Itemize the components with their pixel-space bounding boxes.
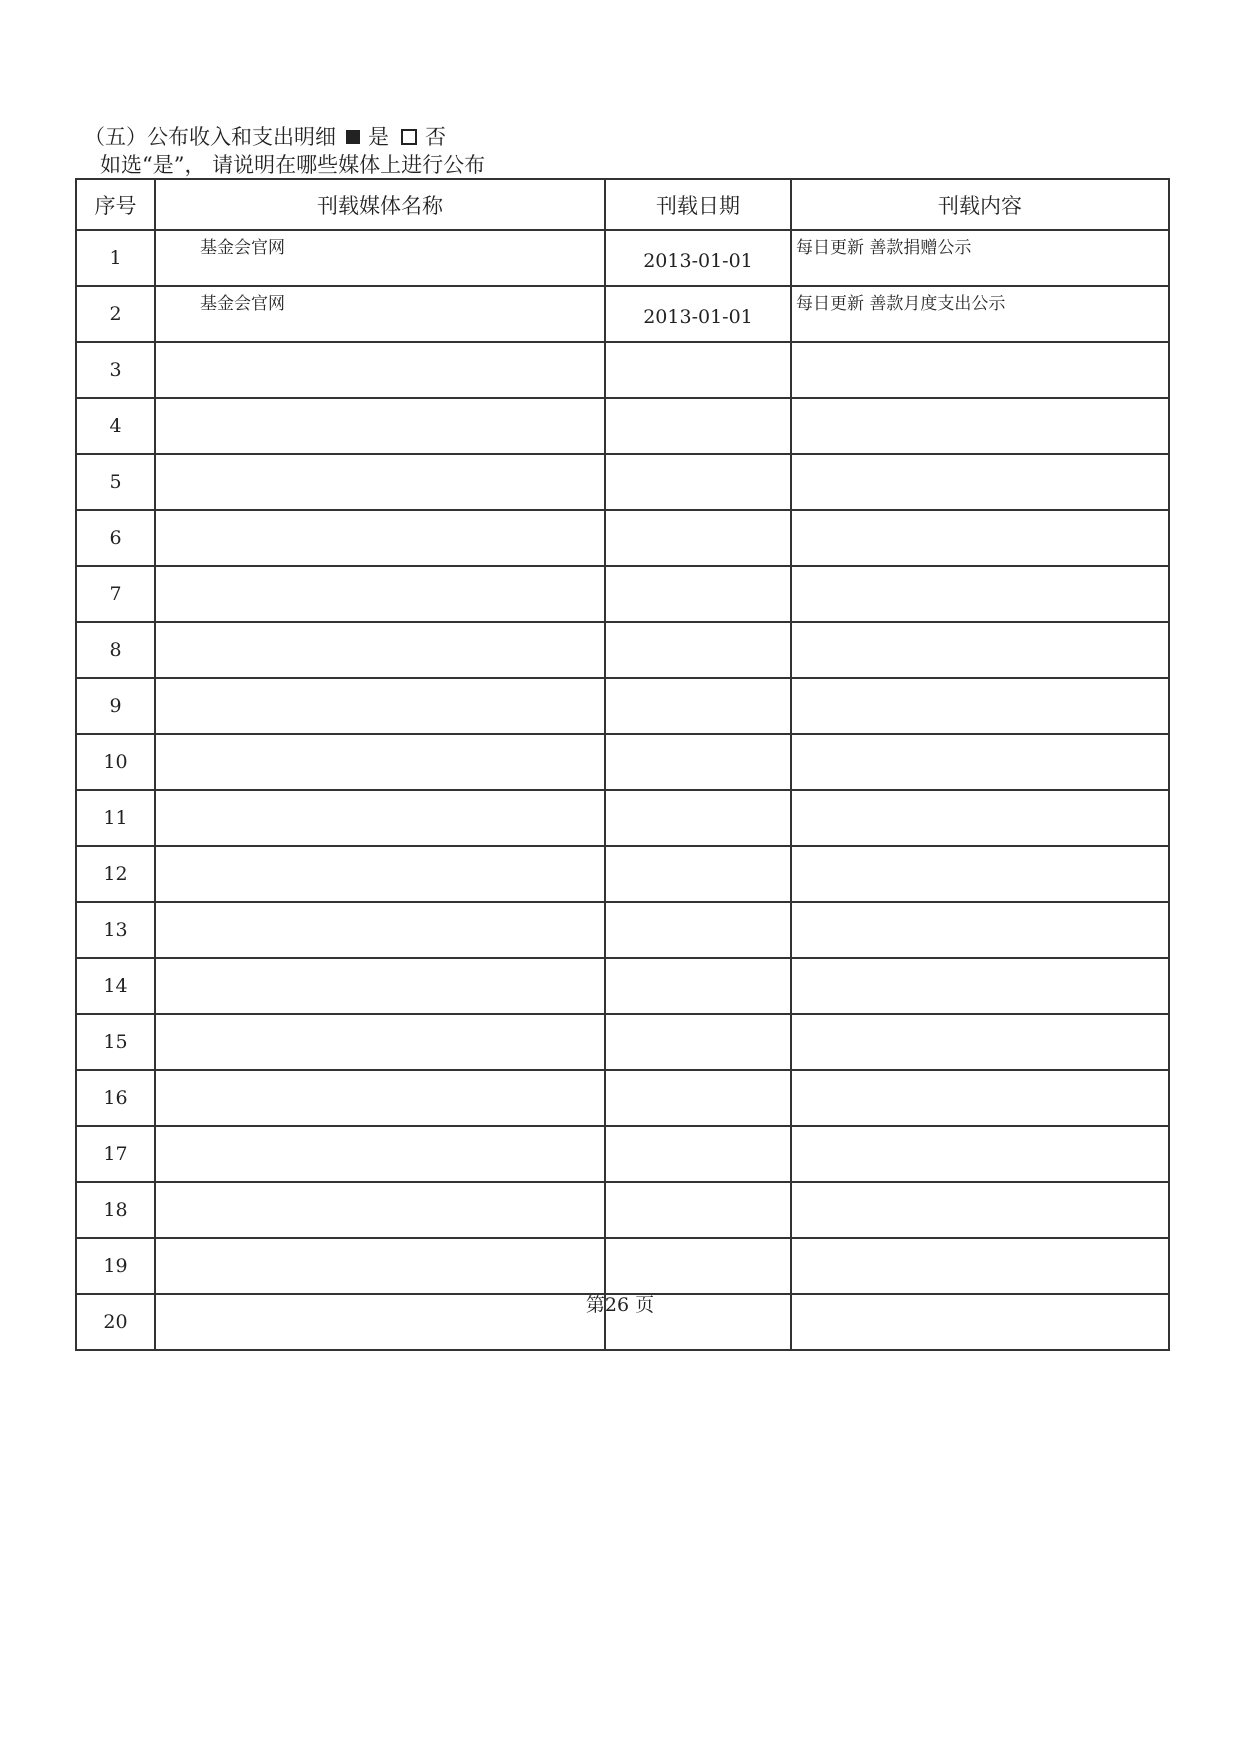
media-name-cell (155, 510, 605, 566)
publish-content-cell (791, 678, 1169, 734)
publish-date-cell (605, 566, 791, 622)
section-title: （五）公布收入和支出明细 (84, 125, 336, 149)
publish-date-cell (605, 1014, 791, 1070)
publish-date-cell (605, 622, 791, 678)
publish-content-cell (791, 622, 1169, 678)
publish-date-cell (605, 790, 791, 846)
row-index-cell: 3 (76, 342, 155, 398)
table-row (76, 1126, 1169, 1182)
publish-content-cell (791, 1014, 1169, 1070)
media-name-cell (155, 734, 605, 790)
media-name-cell (155, 1126, 605, 1182)
publish-date-cell (605, 1238, 791, 1294)
media-name-cell (155, 846, 605, 902)
page-number: 第26 页 (585, 1294, 655, 1316)
table-row (76, 678, 1169, 734)
header-media-name: 刊载媒体名称 (155, 179, 605, 230)
header-index: 序号 (76, 179, 155, 230)
publish-date-cell (605, 734, 791, 790)
table-row (76, 958, 1169, 1014)
table-row (76, 1238, 1169, 1294)
table-row (76, 566, 1169, 622)
row-index-cell: 14 (76, 958, 155, 1014)
row-index-cell: 6 (76, 510, 155, 566)
media-name-cell (155, 566, 605, 622)
row-index-cell: 4 (76, 398, 155, 454)
publish-date-cell (605, 678, 791, 734)
media-name-cell (155, 622, 605, 678)
row-index-cell: 19 (76, 1238, 155, 1294)
row-index-cell: 1 (76, 230, 155, 286)
table-row (76, 1014, 1169, 1070)
publish-date-cell (605, 510, 791, 566)
table-row (76, 1182, 1169, 1238)
publish-date-cell (605, 1182, 791, 1238)
row-index-cell: 20 (76, 1294, 155, 1350)
table-row (76, 230, 1169, 286)
row-index-cell: 15 (76, 1014, 155, 1070)
row-index-cell: 13 (76, 902, 155, 958)
publish-content-cell: 每日更新 善款捐赠公示 (791, 230, 1169, 286)
row-index-cell: 9 (76, 678, 155, 734)
media-name-cell (155, 1182, 605, 1238)
section-heading (84, 124, 446, 150)
table-row (76, 790, 1169, 846)
table-row (76, 510, 1169, 566)
instruction-text: 如选“是”， 请说明在哪些媒体上进行公布 (100, 153, 486, 177)
header-publish-content: 刊载内容 (791, 179, 1169, 230)
table-row (76, 1070, 1169, 1126)
table-row (76, 734, 1169, 790)
publish-content-cell (791, 1126, 1169, 1182)
publish-content-cell (791, 734, 1169, 790)
row-index-cell: 12 (76, 846, 155, 902)
row-index-cell: 2 (76, 286, 155, 342)
publish-date-cell (605, 1070, 791, 1126)
publish-date-cell (605, 454, 791, 510)
media-publication-table (75, 178, 1170, 1351)
yes-option-label: 是 (368, 125, 389, 149)
table-row (76, 902, 1169, 958)
publish-date-cell (605, 846, 791, 902)
publish-content-cell (791, 342, 1169, 398)
table-row (76, 846, 1169, 902)
row-index-cell: 10 (76, 734, 155, 790)
media-name-cell: 基金会官网 (155, 286, 605, 342)
media-name-cell (155, 1238, 605, 1294)
media-name-cell (155, 902, 605, 958)
no-checkbox-unchecked[interactable] (401, 129, 417, 145)
publish-content-cell (791, 902, 1169, 958)
row-index-cell: 11 (76, 790, 155, 846)
publish-date-cell (605, 342, 791, 398)
media-name-cell (155, 398, 605, 454)
table-row (76, 398, 1169, 454)
yes-checkbox-checked[interactable] (346, 130, 360, 144)
no-option-label: 否 (425, 125, 446, 149)
header-publish-date: 刊载日期 (605, 179, 791, 230)
row-index-cell: 17 (76, 1126, 155, 1182)
media-name-cell (155, 342, 605, 398)
table-row (76, 622, 1169, 678)
media-name-cell: 基金会官网 (155, 230, 605, 286)
media-name-cell (155, 454, 605, 510)
row-index-cell: 7 (76, 566, 155, 622)
row-index-cell: 16 (76, 1070, 155, 1126)
table-body (76, 230, 1169, 1350)
publish-content-cell (791, 454, 1169, 510)
publish-date-cell: 2013-01-01 (605, 230, 791, 286)
publish-date-cell (605, 958, 791, 1014)
publish-content-cell (791, 1238, 1169, 1294)
table-row (76, 342, 1169, 398)
media-name-cell (155, 958, 605, 1014)
publish-date-cell: 2013-01-01 (605, 286, 791, 342)
media-name-cell (155, 790, 605, 846)
table-header-row (76, 179, 1169, 230)
publish-content-cell (791, 846, 1169, 902)
publish-content-cell (791, 1182, 1169, 1238)
publish-content-cell (791, 1070, 1169, 1126)
row-index-cell: 8 (76, 622, 155, 678)
row-index-cell: 5 (76, 454, 155, 510)
publish-date-cell (605, 902, 791, 958)
publish-date-cell (605, 398, 791, 454)
publish-content-cell (791, 790, 1169, 846)
publish-content-cell (791, 398, 1169, 454)
publish-content-cell (791, 958, 1169, 1014)
table-row (76, 286, 1169, 342)
table-row (76, 454, 1169, 510)
publish-content-cell (791, 510, 1169, 566)
media-name-cell (155, 1014, 605, 1070)
media-name-cell (155, 1070, 605, 1126)
publish-content-cell (791, 566, 1169, 622)
publish-date-cell (605, 1126, 791, 1182)
row-index-cell: 18 (76, 1182, 155, 1238)
media-name-cell (155, 678, 605, 734)
publish-content-cell: 每日更新 善款月度支出公示 (791, 286, 1169, 342)
